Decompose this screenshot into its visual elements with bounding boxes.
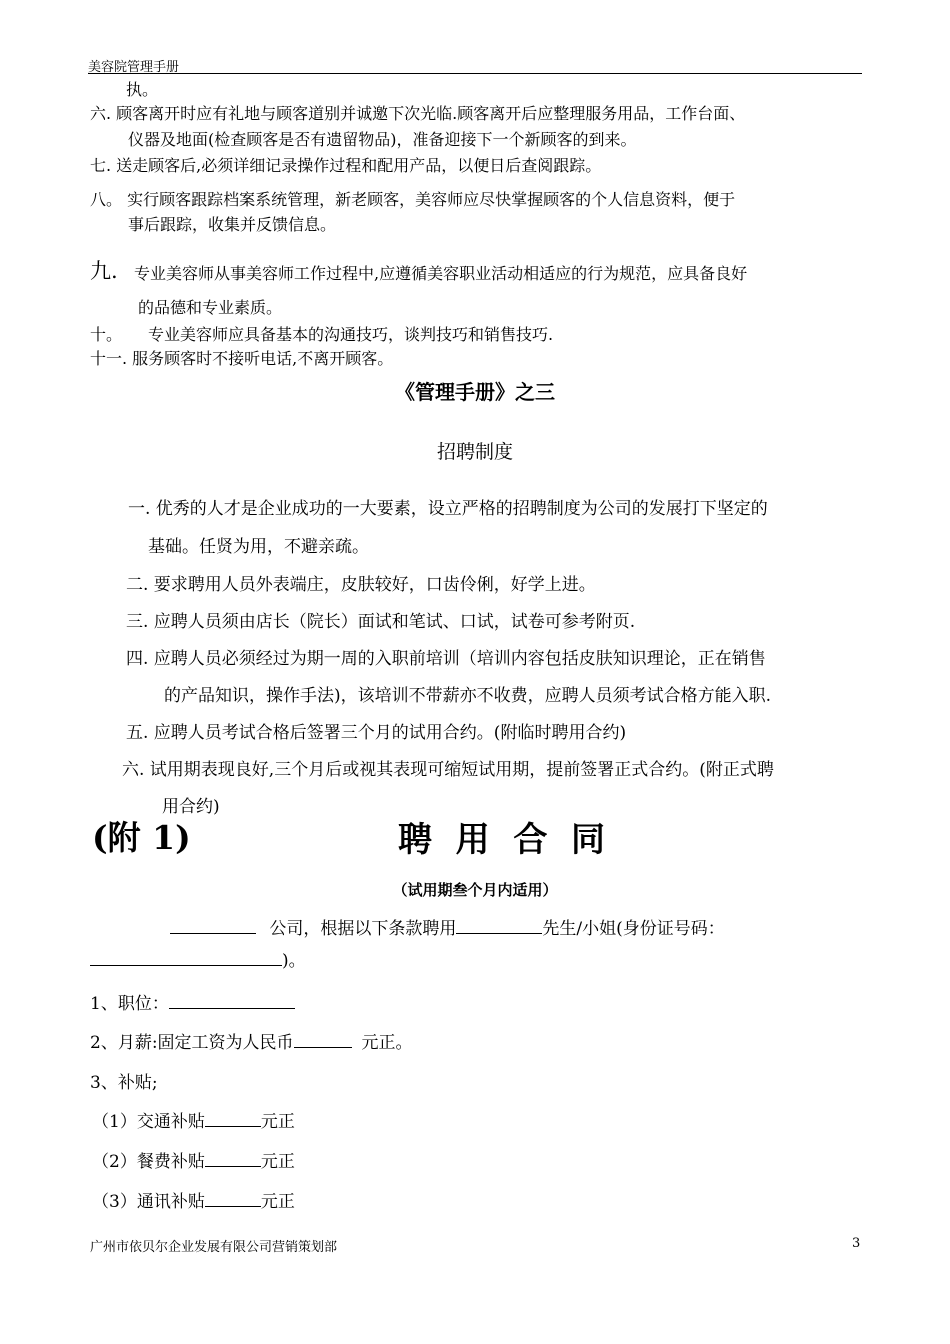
rule-item-nine: 专业美容师从事美容师工作过程中,应遵循美容职业活动相适应的行为规范，应具备良好	[134, 264, 748, 283]
recruit-line: 用合约)	[162, 797, 220, 817]
rule-item-seven: 七. 送走顾客后,必须详细记录操作过程和配用产品，以便日后查阅跟踪。	[90, 156, 602, 175]
recruit-item-one: 一. 优秀的人才是企业成功的一大要素，设立严格的招聘制度为公司的发展打下坚定的	[128, 499, 768, 519]
recruit-item-four: 四. 应聘人员必须经过为期一周的入职前培训（培训内容包括皮肤知识理论，正在销售	[126, 649, 766, 669]
contract-item-position	[90, 989, 295, 1014]
employee-name-blank	[456, 919, 542, 934]
contract-annex-label: (附 1)	[92, 818, 191, 857]
section-subtitle: 招聘制度	[436, 441, 513, 463]
recruit-item-five: 五. 应聘人员考试合格后签署三个月的试用合约。(附临时聘用合约)	[126, 723, 627, 743]
allowance-communication-unit: 元正	[260, 1192, 295, 1212]
allowance-communication-label: （3）通讯补贴	[92, 1192, 205, 1212]
salary-unit: 元正。	[361, 1033, 413, 1053]
contract-item-salary	[90, 1028, 413, 1053]
allowance-transport-unit: 元正	[260, 1112, 295, 1132]
rule-item-eight: 八。 实行顾客跟踪档案系统管理，新老顾客，美容师应尽快掌握顾客的个人信息资料，便于	[90, 190, 736, 209]
contract-id-line	[90, 946, 306, 971]
salary-blank	[294, 1033, 352, 1048]
recruit-item-two: 二. 要求聘用人员外表端庄，皮肤较好，口齿伶俐，好学上进。	[126, 575, 596, 595]
allowance-meal-label: （2）餐费补贴	[92, 1152, 205, 1172]
allowance-communication	[92, 1187, 295, 1212]
section-title: 《管理手册》之三	[395, 380, 555, 404]
company-name-blank	[170, 919, 256, 934]
recruit-item-three: 三. 应聘人员须由店长（院长）面试和笔试、口试，试卷可参考附页.	[126, 612, 636, 632]
contract-intro-company: 公司，根据以下条款聘用	[269, 919, 457, 939]
allowance-communication-blank	[205, 1192, 261, 1207]
contract-intro-person: 先生/小姐(身份证号码：	[542, 919, 725, 939]
position-label: 1、职位：	[90, 994, 169, 1014]
allowance-meal-blank	[205, 1152, 261, 1167]
header-title: 美容院管理手册	[88, 60, 180, 75]
recruit-item-six: 六. 试用期表现良好,三个月后或视其表现可缩短试用期，提前签署正式合约。(附正式聘	[122, 760, 774, 780]
rule-item-ten-number: 十。	[90, 325, 123, 344]
allowance-transport-label: （1）交通补贴	[92, 1112, 205, 1132]
recruit-line: 的产品知识，操作手法)，该培训不带薪亦不收费，应聘人员须考试合格方能入职.	[164, 686, 772, 706]
rule-item-eleven: 十一. 服务顾客时不接听电话,不离开顾客。	[90, 349, 394, 368]
allowance-meal	[92, 1147, 295, 1172]
contract-title: 聘 用 合 同	[398, 820, 606, 860]
rule-item-six: 六. 顾客离开时应有礼地与顾客道别并诚邀下次光临.顾客离开后应整理服务用品，工作台面、	[90, 104, 746, 123]
contract-intro-end: )。	[282, 951, 306, 971]
contract-note: （试用期叁个月内适用）	[392, 881, 558, 899]
allowance-meal-unit: 元正	[260, 1152, 295, 1172]
rule-line: 的品德和专业素质。	[138, 298, 283, 317]
rule-item-ten: 专业美容师应具备基本的沟通技巧，谈判技巧和销售技巧.	[148, 325, 554, 344]
salary-label: 2、月薪:固定工资为人民币	[90, 1033, 294, 1053]
rule-line: 执。	[126, 80, 159, 99]
header-rule	[88, 73, 862, 74]
contract-intro-line	[170, 914, 725, 939]
position-blank	[169, 994, 295, 1009]
page-number: 3	[852, 1236, 861, 1251]
contract-item-allowance: 3、补贴;	[90, 1073, 158, 1093]
allowance-transport	[92, 1107, 295, 1132]
footer-company: 广州市依贝尔企业发展有限公司营销策划部	[90, 1240, 338, 1255]
allowance-transport-blank	[205, 1112, 261, 1127]
recruit-line: 基础。任贤为用，不避亲疏。	[148, 537, 369, 557]
rule-line: 事后跟踪，收集并反馈信息。	[128, 215, 337, 234]
id-number-blank	[90, 951, 282, 966]
rule-item-nine-number: 九.	[90, 259, 118, 283]
rule-line: 仪器及地面(检查顾客是否有遗留物品)，准备迎接下一个新顾客的到来。	[128, 130, 637, 149]
